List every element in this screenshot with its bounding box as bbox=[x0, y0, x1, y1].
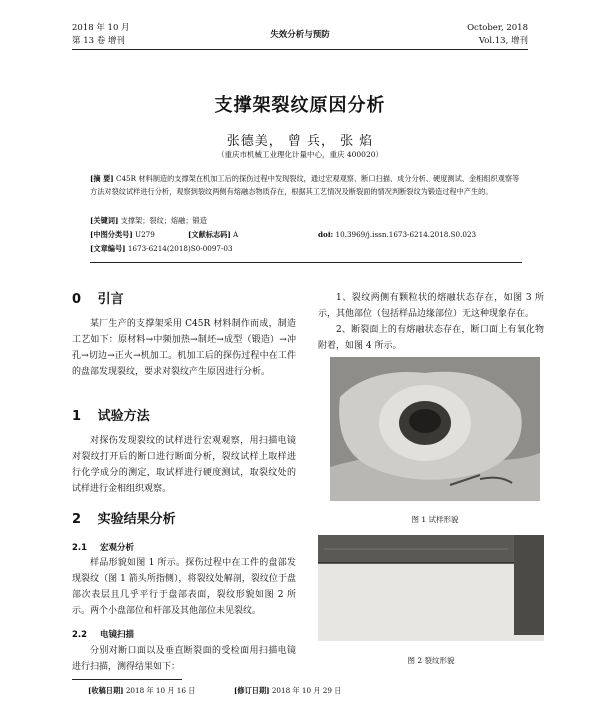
journal-name: 失效分析与预防 bbox=[270, 30, 330, 40]
clc-value: U279 bbox=[135, 230, 155, 239]
figure-2-caption: 图 2 裂纹形貌 bbox=[407, 656, 455, 665]
figure-1-caption: 图 1 试样形貌 bbox=[411, 515, 459, 524]
revised-date bbox=[234, 684, 341, 697]
section-2-1-title: 宏观分析 bbox=[100, 543, 135, 553]
section-1-title: 试验方法 bbox=[97, 409, 150, 424]
section-2-1-heading bbox=[72, 541, 134, 553]
section-0-number: 0 bbox=[72, 292, 82, 307]
received-label: [收稿日期] bbox=[88, 686, 124, 695]
section-2-1-number: 2.1 bbox=[72, 543, 88, 553]
section-2-heading bbox=[72, 508, 176, 527]
section-0-heading bbox=[72, 288, 124, 307]
doc-code bbox=[188, 228, 238, 241]
section-2-2-heading bbox=[72, 628, 134, 640]
doi bbox=[318, 228, 476, 241]
header-volume: 第 13 卷 增刊 bbox=[72, 36, 125, 46]
article-title: 支撑架裂纹原因分析 bbox=[214, 95, 386, 116]
doi-value[interactable]: 10.3969/j.issn.1673-6214.2018.S0.023 bbox=[335, 230, 477, 239]
right-paragraph-1: 1、裂纹两侧有颗粒状的熔融状态存在，如图 3 所示，其他部位（包括样品边缘部位）无这种现象存在。 bbox=[318, 293, 544, 319]
header-rule bbox=[72, 49, 528, 50]
abstract-rule bbox=[90, 262, 522, 263]
section-0-title: 引言 bbox=[97, 292, 124, 307]
abstract-label: [摘 要] bbox=[90, 174, 114, 183]
article-authors: 张德美， 曾 兵， 张 焰 bbox=[226, 134, 374, 149]
right-paragraph-2: 2、断裂面上的有熔融状态存在，断口面上有氧化物附着，如图 4 所示。 bbox=[318, 325, 544, 351]
keywords bbox=[90, 214, 207, 227]
abstract-text: C45R 材料制造的支撑架在机加工后的探伤过程中发现裂纹，通过宏观观察、断口扫描、成分分析、硬度测试、金相组织观察等方法对裂纹试样进行分析，观察到裂纹两侧有熔融态物质存在，根据其工艺情况及断裂面的情况判断裂纹为锻造过程中产生的。 bbox=[90, 174, 520, 196]
revised-label: [修订日期] bbox=[234, 686, 270, 695]
abstract bbox=[90, 172, 522, 198]
figure-2-image bbox=[318, 535, 544, 641]
section-1-number: 1 bbox=[72, 409, 82, 424]
section-2-1-text: 样品形貌如图 1 所示。探伤过程中在工件的盘部发现裂纹（图 1 箭头所指侧），将裂纹处解剖，裂纹位于盘部次表层且几乎平行于盘部表面，裂纹形貌如图 2 所示。两个小盘部位和杆部及其他部位未见裂纹。 bbox=[72, 558, 296, 616]
article-number-value: 1673-6214(2018)S0-0097-03 bbox=[127, 244, 233, 253]
doi-label: doi: bbox=[318, 230, 334, 239]
header-volume-en: Vol.13, 增刊 bbox=[478, 36, 528, 46]
section-1-text: 对探伤发现裂纹的试样进行宏观观察，用扫描电镜对裂纹打开后的断口进行断面分析，裂纹试样上取样进行化学成分的测定，取试样进行硬度测试，取裂纹处的试样进行金相组织观察。 bbox=[72, 436, 296, 494]
header-date: 2018 年 10 月 bbox=[72, 23, 130, 33]
keywords-text: 支撑架；裂纹；熔融；锻造 bbox=[120, 216, 207, 225]
doc-code-value: A bbox=[233, 230, 239, 239]
footer-rule bbox=[72, 679, 182, 680]
clc-number bbox=[90, 228, 155, 241]
figure-1-drawing bbox=[330, 357, 540, 501]
figure-1-image bbox=[330, 357, 540, 501]
doc-code-label: [文献标志码] bbox=[188, 230, 231, 239]
section-2-number: 2 bbox=[72, 512, 82, 527]
section-2-2-title: 电镜扫描 bbox=[100, 630, 135, 640]
section-2-2-text: 分别对断口面以及垂直断裂面的受检面用扫描电镜进行扫描，测得结果如下： bbox=[72, 646, 296, 672]
section-2-title: 实验结果分析 bbox=[97, 512, 176, 527]
section-2-2-number: 2.2 bbox=[72, 630, 88, 640]
article-number bbox=[90, 242, 233, 255]
keywords-label: [关键词] bbox=[90, 216, 119, 225]
clc-label: [中图分类号] bbox=[90, 230, 133, 239]
received-value: 2018 年 10 月 16 日 bbox=[125, 686, 196, 695]
section-1-heading bbox=[72, 405, 150, 424]
revised-value: 2018 年 10 月 29 日 bbox=[271, 686, 342, 695]
received-date bbox=[88, 684, 195, 697]
section-0-text: 某厂生产的支撑架采用 C45R 材料制作而成，制造工艺如下：原材料→中频加热→制坯→成型（锻造）→冲孔→切边→正火→机加工。机加工后的探伤过程中在工件的盘部发现裂纹，要求对裂纹产生原因进行分析。 bbox=[72, 319, 296, 377]
header-date-en: October, 2018 bbox=[467, 23, 528, 33]
article-number-label: [文章编号] bbox=[90, 244, 126, 253]
figure-2-drawing bbox=[318, 535, 544, 641]
article-affiliation: （重庆市机械工业理化计量中心，重庆 400020） bbox=[216, 150, 383, 159]
